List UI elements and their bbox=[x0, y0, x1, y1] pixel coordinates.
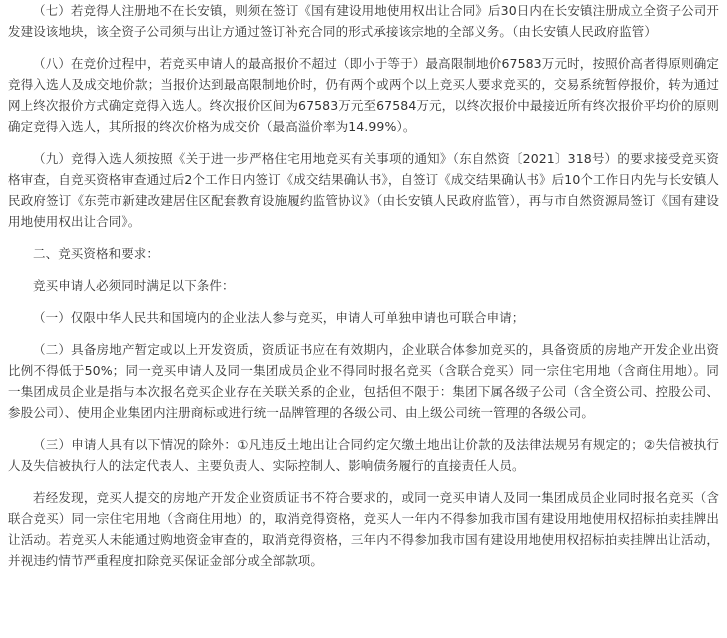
paragraph-condition-1: （一）仅限中华人民共和国境内的企业法人参与竞买，申请人可单独申请也可联合申请； bbox=[33, 310, 525, 325]
paragraph-condition-3: （三）申请人具有以下情况的除外：①凡违反土地出让合同约定欠缴土地出让价款的及法律法规另有规定的；②失信被执行人及失信被执行人的法定代表人、主要负责人、实际控制人、影响债务履行的直接责任人员。 bbox=[8, 437, 719, 473]
paragraph-item-9: （九）竞得入选人须按照《关于进一步严格住宅用地竞买有关事项的通知》（东自然资〔2021〕318号）的要求接受竞买资格审查，自竞买资格审查通过后2个工作日内签订《成交结果确认书》，自签订《成交结果确认书》后10个工作日内先与长安镇人民政府签订《东莞市新建改建居住区配套教育设施履约监管协议》（由长安镇人民政府监管），再与市自然资源局签订《国有建设用地使用权出让合同》。 bbox=[8, 151, 719, 229]
paragraph-conditions-intro: 竞买申请人必须同时满足以下条件： bbox=[33, 278, 235, 293]
paragraph-penalty: 若经发现，竞买人提交的房地产开发企业资质证书不符合要求的，或同一竞买申请人及同一集团成员企业同时报名竞买（含联合竞买）同一宗住宅用地（含商住用地）的，取消竞得资格，竞买人一年内不得参加我市国有建设用地使用权招标拍卖挂牌出让活动。若竞买人未能通过购地资金审查的，取消竞得资格，三年内不得参加我市国有建设用地使用权招标拍卖挂牌出让活动，并视违约情节严重程度扣除竞买保证金部分或全部款项。 bbox=[8, 490, 719, 568]
document-body bbox=[8, 0, 719, 571]
paragraph-condition-2: （二）具备房地产暂定或以上开发资质，资质证书应在有效期内，企业联合体参加竞买的，具备资质的房地产开发企业出资比例不得低于50%；同一竞买申请人及同一集团成员企业不得同时报名竞买（含联合竞买）同一宗住宅用地（含商住用地）。同一集团成员企业是指与本次报名竞买企业存在关联关系的企业，包括但不限于：集团下属各级子公司（含全资公司、控股公司、参股公司）、使用企业集团内注册商标或进行统一品牌管理的各级公司、由上级公司统一管理的各级公司。 bbox=[8, 342, 719, 420]
section-heading-qualifications: 二、竞买资格和要求： bbox=[33, 246, 160, 261]
paragraph-item-8: （八）在竞价过程中，若竞买申请人的最高报价不超过（即小于等于）最高限制地价67583万元时，按照价高者得原则确定竞得入选人及成交地价款；当报价达到最高限制地价时，仍有两个或两个以上竞买人要求竞买的，交易系统暂停报价，转为通过网上终次报价方式确定竞得入选人。终次报价区间为67583万元至67584万元，以终次报价中最接近所有终次报价平均价的原则确定竞得入选人，其所报的终次价格为成交价（最高溢价率为14.99%）。 bbox=[8, 56, 719, 134]
paragraph-item-7: （七）若竞得人注册地不在长安镇，则须在签订《国有建设用地使用权出让合同》后30日内在长安镇注册成立全资子公司开发建设该地块，该全资子公司须与出让方通过签订补充合同的形式承接该宗地的全部义务。（由长安镇人民政府监管） bbox=[8, 3, 719, 39]
